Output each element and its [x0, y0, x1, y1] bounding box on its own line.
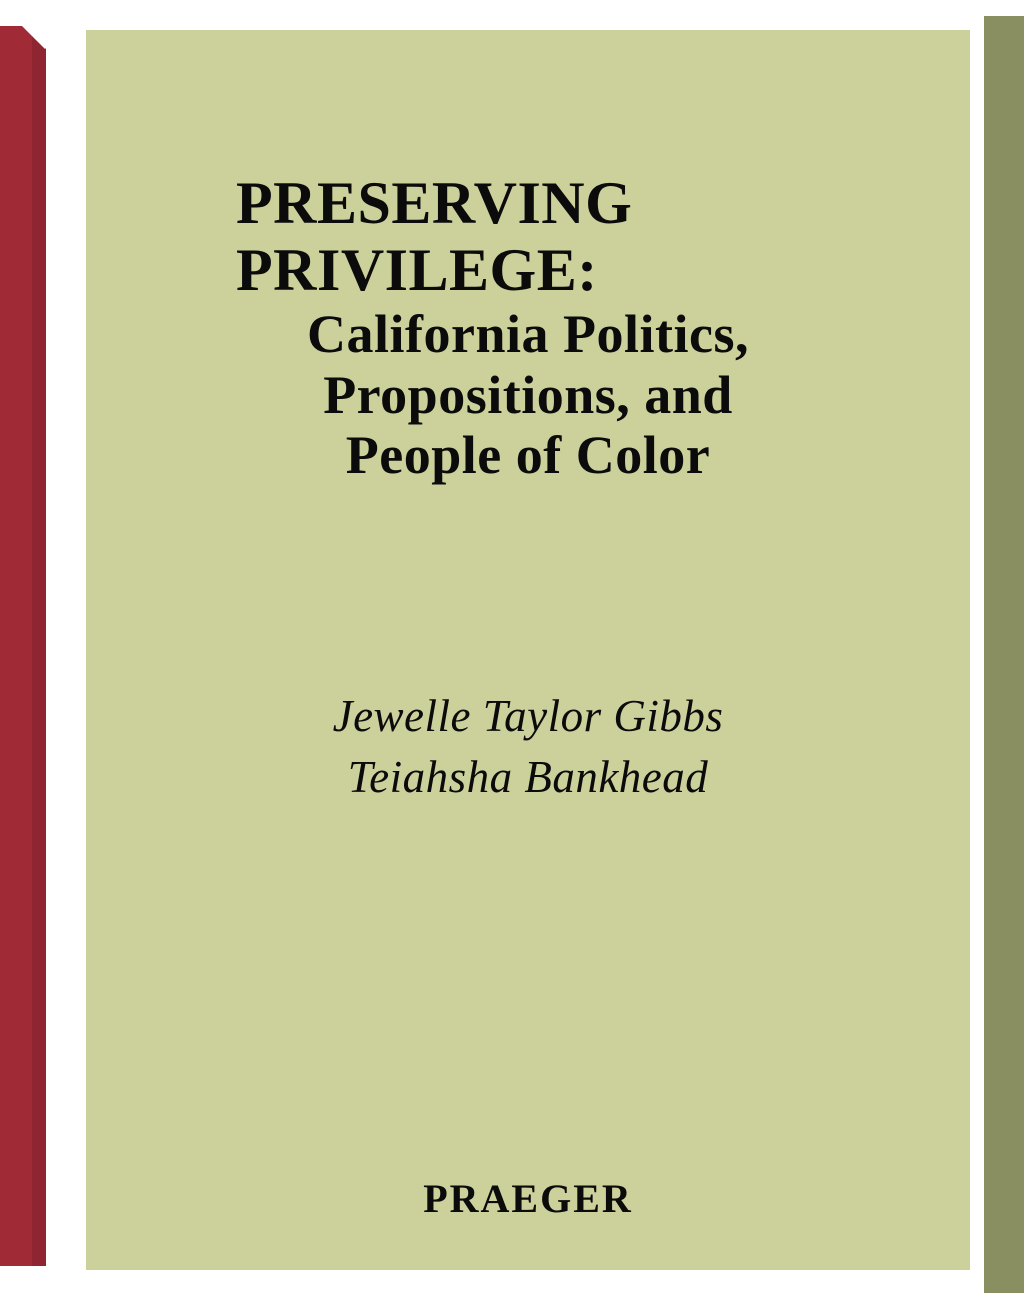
page-subtitle-line-1: California Politics, [307, 304, 749, 365]
page-subtitle-line-2: Propositions, and [323, 364, 733, 425]
book-spine-bottom-notch [0, 1266, 52, 1293]
publisher-name: PRAEGER [423, 1176, 633, 1221]
page-subtitle-line-3: People of Color [345, 425, 711, 486]
book-front-cover [86, 30, 970, 1270]
page-title-line-1: PRESERVING [236, 170, 633, 236]
author-name-1: Jewelle Taylor Gibbs [332, 690, 724, 741]
book-spine [0, 0, 52, 1293]
cover-title-block [86, 170, 970, 486]
cover-authors-block [86, 686, 970, 808]
cover-publisher-block [86, 1175, 970, 1222]
author-name-2: Teiahsha Bankhead [347, 751, 709, 802]
page-title-line-2: PRIVILEGE: [236, 237, 598, 304]
